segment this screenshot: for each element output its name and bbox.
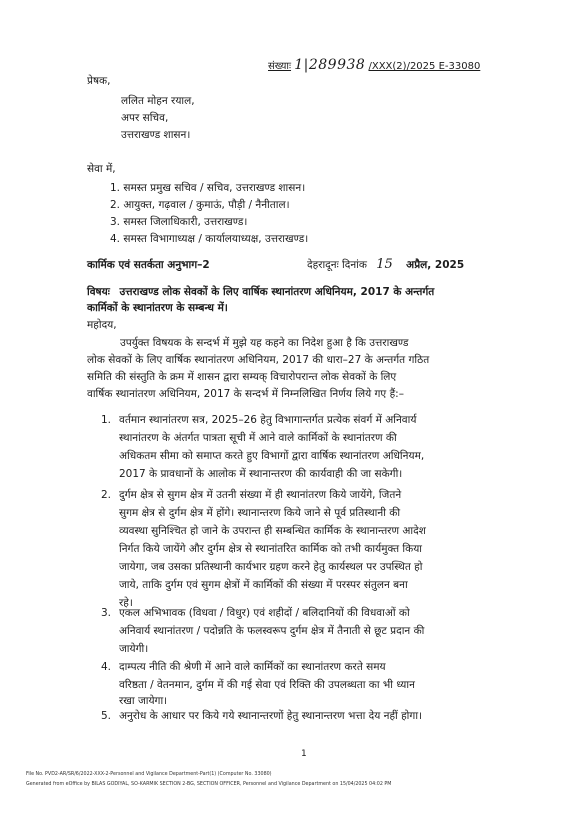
point-line: 2017 के प्रावधानों के आलोक में स्थानान्तरण की कार्यवाही की जा सकेगी। <box>119 468 403 480</box>
date-month-year: अप्रैल, 2025 <box>406 259 465 271</box>
point-line: जायेगा, जब उसका प्रतिस्थानी कार्यभार ग्रहण करने हेतु कार्यस्थल पर उपस्थित हो <box>119 561 423 573</box>
point-line: निर्गत किये जायेंगे और दुर्गम क्षेत्र से स्थानांतरित कार्मिक को तभी कार्यमुक्त किया <box>119 543 423 555</box>
place-date-label: देहरादूनः दिनांक <box>307 259 367 271</box>
subject-text-1: उत्तराखण्ड लोक सेवकों के लिए वार्षिक स्थानांतरण अधिनियम, 2017 के अन्तर्गत <box>119 286 435 298</box>
point-line: वरिष्ठता / वेतनमान, दुर्गम में की गई सेवा एवं रिक्ति की उपलब्धता का भी ध्यान <box>119 679 415 691</box>
point-line: वर्तमान स्थानांतरण सत्र, 2025–26 हेतु विभागान्तर्गत प्रत्येक संवर्ग में अनिवार्य <box>119 414 417 426</box>
page-number: 1 <box>301 749 307 759</box>
intro-line: समिति की संस्तुति के क्रम में शासन द्वारा सम्यक् विचारोपरान्त लोक सेवकों के लिए <box>87 371 397 383</box>
point-line: व्यवस्था सुनिश्चित हो जाने के उपरान्त ही सम्बन्धित कार्मिक के स्थानान्तरण आदेश <box>119 525 426 537</box>
point-line: एकल अभिभावक (विधवा / विधुर) एवं शहीदों / बलिदानियों की विधवाओं को <box>119 607 410 619</box>
subject-line-1 <box>87 285 434 299</box>
point-line: जायेगी। <box>119 643 149 655</box>
recipient-item: 1. समस्त प्रमुख सचिव / सचिव, उत्तराखण्ड शासन। <box>110 182 306 194</box>
intro-line: लोक सेवकों के लिए वार्षिक स्थानांतरण अधिनियम, 2017 की धारा–27 के अन्तर्गत गठित <box>87 354 430 366</box>
sender-designation: अपर सचिव, <box>121 112 169 124</box>
date-day: 15 <box>376 257 393 272</box>
point-line: दुर्गम क्षेत्र से सुगम क्षेत्र में उतनी संख्या में ही स्थानांतरण किये जायेंगे, जितने <box>119 489 402 501</box>
intro-line: वार्षिक स्थानांतरण अधिनियम, 2017 के सन्दर्भ में निम्नलिखित निर्णय लिये गए हैं:– <box>87 388 404 400</box>
reference-number <box>268 57 480 73</box>
recipient-item: 4. समस्त विभागाध्यक्ष / कार्यालयाध्यक्ष, उत्तराखण्ड। <box>110 233 309 245</box>
subject-label: विषयः <box>87 286 110 298</box>
sender-name: ललित मोहन रयाल, <box>121 95 195 107</box>
point-line: स्थानांतरण के अंतर्गत पात्रता सूची में आने वाले कार्मिकों के स्थानांतरण की <box>119 432 397 444</box>
point-number: 5. <box>101 710 112 722</box>
point-line: सुगम क्षेत्र से दुर्गम क्षेत्र में होंगे। स्थानान्तरण किये जाने से पूर्व प्रतिस्थानी की <box>119 507 401 519</box>
subject-line-2: कार्मिकों के स्थानांतरण के सम्बन्ध में। <box>87 302 228 314</box>
point-line: रखा जायेगा। <box>119 695 168 707</box>
reference-suffix: /XXX(2)/2025 E-33080 <box>368 61 481 72</box>
point-line: दाम्पत्य नीति की श्रेणी में आने वाले कार्मिकों का स्थानांतरण करते समय <box>119 661 386 673</box>
department-name: कार्मिक एवं सतर्कता अनुभाग–2 <box>87 259 210 271</box>
reference-prefix: संख्याः <box>268 61 292 72</box>
place-date <box>307 258 464 272</box>
point-line: अनिवार्य स्थानांतरण / पदोन्नति के फलस्वरूप दुर्गम क्षेत्र में तैनाती से छूट प्रदान की <box>119 625 425 637</box>
footer-file-line: File No. PVD2-AR/SR/6/2022-XXX-2-Personnel and Vigilance Department-Part(1) (Computer No. 33080) <box>26 772 272 777</box>
sender-label: प्रेषक, <box>87 75 111 87</box>
recipient-item: 3. समस्त जिलाधिकारी, उत्तराखण्ड। <box>110 216 248 228</box>
point-line: अनुरोध के आधार पर किये गये स्थानान्तरणों हेतु स्थानान्तरण भत्ता देय नहीं होगा। <box>119 710 423 722</box>
handwritten-number: 1|289938 <box>294 57 366 73</box>
intro-line: उपर्युक्त विषयक के सन्दर्भ में मुझे यह कहने का निदेश हुआ है कि उत्तराखण्ड <box>120 337 409 349</box>
sender-office: उत्तराखण्ड शासन। <box>121 129 191 141</box>
point-line: जाये, ताकि दुर्गम एवं सुगम क्षेत्रों में कार्मिकों की संख्या में परस्पर संतुलन बना <box>119 579 408 591</box>
footer-generated-line: Generated from eOffice by BILAS GODIYAL, SO-KARMIK SECTION 2-BG, SECTION OFFICER, Personnel and Vigilance Department on 15/04/2025 04:02 PM <box>26 782 392 787</box>
salutation: महोदय, <box>87 319 117 331</box>
point-line: अधिकतम सीमा को समाप्त करते हुए विभागों द्वारा वार्षिक स्थानांतरण अधिनियम, <box>119 450 425 462</box>
point-number: 3. <box>101 607 112 619</box>
recipients-label: सेवा में, <box>87 163 116 175</box>
recipient-item: 2. आयुक्त, गढ़वाल / कुमाऊं, पौड़ी / नैनीताल। <box>110 199 290 211</box>
point-number: 2. <box>101 489 112 501</box>
point-line: रहे। <box>119 597 133 609</box>
point-number: 4. <box>101 661 112 673</box>
point-number: 1. <box>101 414 112 426</box>
